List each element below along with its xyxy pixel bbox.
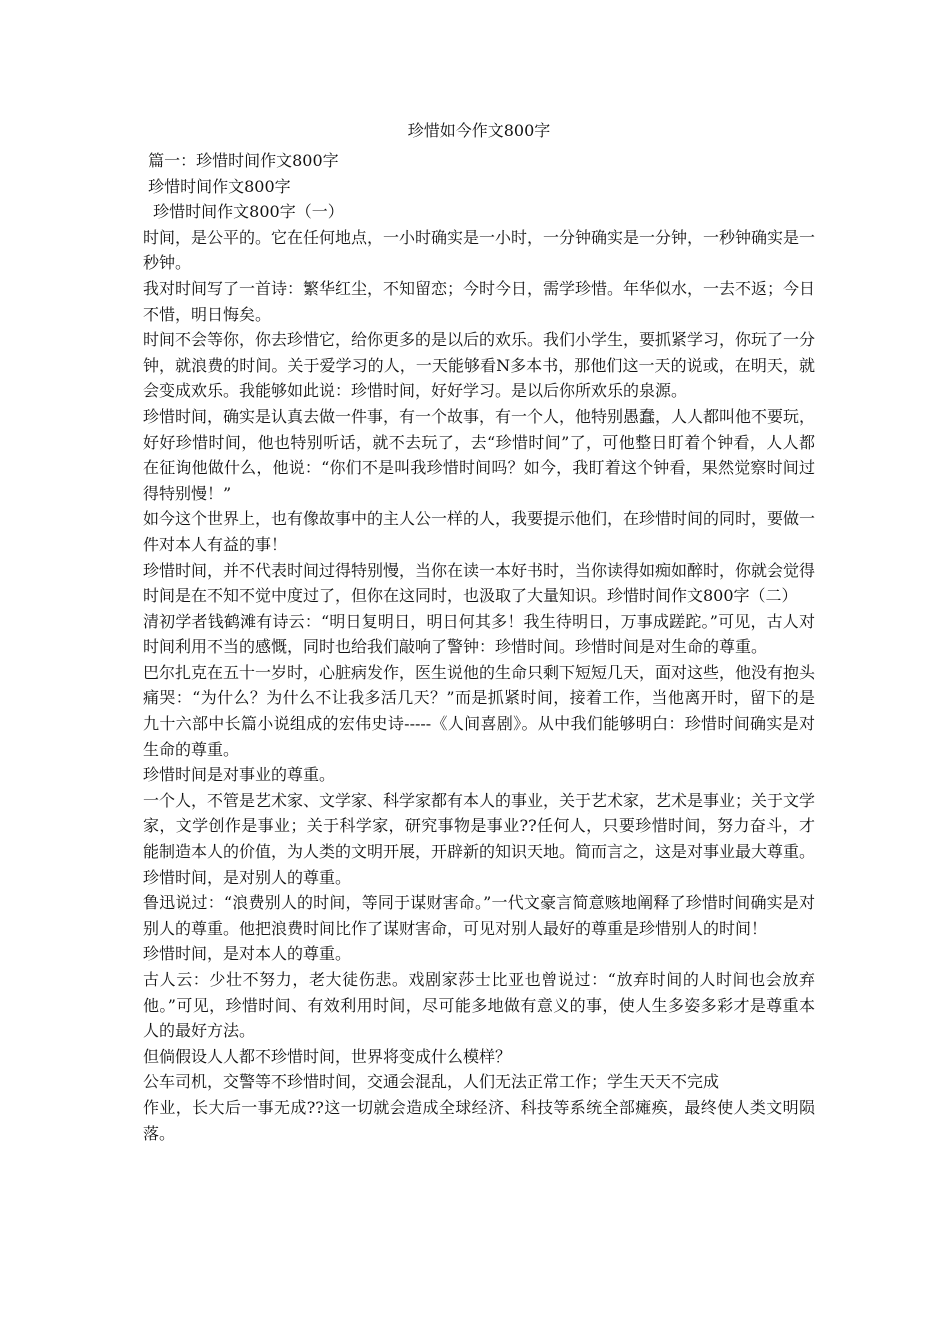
paragraph-7: 清初学者钱鹤滩有诗云：“明日复明日，明日何其多！我生待明日，万事成蹉跎。”可见，古人对时间利用不当的感慨，同时也给我们敲响了警钟：珍惜时间。珍惜时间是对生命的尊重。 (143, 611, 815, 657)
paragraph-15: 但倘假设人人都不珍惜时间，世界将变成什么模样？ (143, 1046, 512, 1066)
paragraph-2: 我对时间写了一首诗：繁华红尘，不知留恋；今时今日，需学珍惜。年华似水，一去不返；今日不惜，明日悔矣。 (143, 278, 816, 324)
document-title: 珍惜如今作文800字 (407, 121, 551, 140)
paragraph-9: 珍惜时间是对事业的尊重。 (143, 765, 336, 785)
paragraph-5: 如今这个世界上，也有像故事中的主人公一样的人，我要提示他们，在珍惜时间的同时，要做一件对本人有益的事！ (143, 509, 816, 554)
heading-essay-part-one: 珍惜时间作文800字（一） (143, 202, 344, 222)
paragraph-1: 时间，是公平的。它在任何地点，一小时确实是一小时，一分钟确实是一分钟，一秒钟确实是一秒钟。 (143, 227, 816, 273)
paragraph-6: 珍惜时间，并不代表时间过得特别慢，当你在读一本好书时，当你读得如痴如醉时，你就会觉得时间是在不知不觉中度过了，但你在这同时，也汲取了大量知识。珍惜时间作文800字（二） (143, 560, 816, 606)
document-page (143, 118, 815, 1146)
paragraph-8: 巴尔扎克在五十一岁时，心脏病发作，医生说他的生命只剩下短短几天，面对这些，他没有抱头痛哭：“为什么？为什么不让我多活几天？”而是抓紧时间，接着工作，当他离开时，留下的是九十六部中长篇小说组成的宏伟史诗-----《人间喜剧》。从中我们能够明白：珍惜时间确实是对生命的尊重。 (143, 662, 816, 759)
paragraph-12: 鲁迅说过：“浪费别人的时间，等同于谋财害命。”一代文豪言简意赅地阐释了珍惜时间确实是对别人的尊重。他把浪费时间比作了谋财害命，可见对别人最好的尊重是珍惜别人的时间！ (143, 893, 815, 938)
paragraph-17: 作业，长大后一事无成??这一切就会造成全球经济、科技等系统全部瘫痪，最终使人类文明陨落。 (143, 1097, 815, 1143)
paragraph-16: 公车司机，交警等不珍惜时间，交通会混乱，人们无法正常工作；学生天天不完成 (143, 1072, 720, 1092)
heading-article-one: 篇一：珍惜时间作文800字 (143, 151, 339, 170)
paragraph-3: 时间不会等你，你去珍惜它，给你更多的是以后的欢乐。我们小学生，要抓紧学习，你玩了一分钟，就浪费的时间。关于爱学习的人，一天能够看N多本书，那他们这一天的说或，在明天，就会变成欢乐。我能够如此说：珍惜时间，好好学习。是以后你所欢乐的泉源。 (143, 330, 816, 401)
paragraph-4: 珍惜时间，确实是认真去做一件事，有一个故事，有一个人，他特别愚蠢，人人都叫他不要玩，好好珍惜时间，他也特别听话，就不去玩了，去“珍惜时间”了，可他整日盯着个钟看，人人都在征询他做什么，他说：“你们不是叫我珍惜时间吗？如今，我盯着这个钟看，果然觉察时间过得特别慢！” (143, 406, 816, 503)
paragraph-11: 珍惜时间，是对别人的尊重。 (143, 867, 352, 887)
heading-essay-title: 珍惜时间作文800字 (143, 176, 291, 196)
paragraph-10: 一个人，不管是艺术家、文学家、科学家都有本人的事业，关于艺术家，艺术是事业；关于文学家，文学创作是事业；关于科学家，研究事物是事业??任何人，只要珍惜时间，努力奋斗，才能制造本人的价值，为人类的文明开展，开辟新的知识天地。简而言之，这是对事业最大尊重。 (143, 790, 816, 862)
paragraph-13: 珍惜时间，是对本人的尊重。 (143, 944, 352, 964)
paragraph-14: 古人云：少壮不努力，老大徒伤悲。戏剧家莎士比亚也曾说过：“放弃时间的人时间也会放弃他。”可见，珍惜时间、有效利用时间，尽可能多地做有意义的事，使人生多姿多彩才是尊重本人的最好方法。 (143, 970, 815, 1041)
